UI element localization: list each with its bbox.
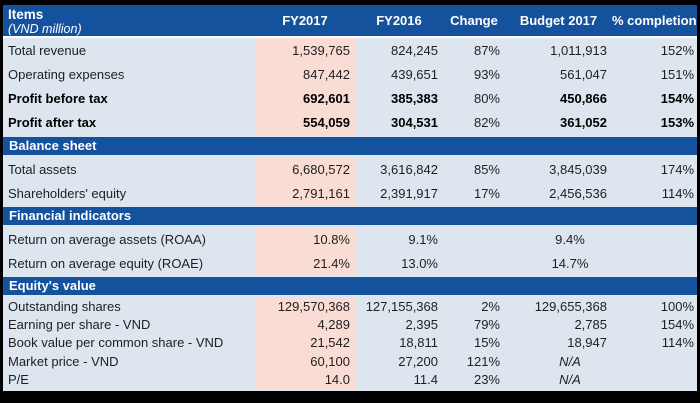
cell-budget-2017: 561,047 bbox=[560, 66, 607, 82]
row-label: Profit before tax bbox=[8, 91, 108, 107]
section-header-financial-indicators: Financial indicators bbox=[3, 207, 697, 225]
row-label: Shareholders' equity bbox=[8, 185, 127, 201]
table-row bbox=[3, 62, 697, 86]
cell-fy2016: 824,245 bbox=[391, 42, 438, 58]
section-header-equitys-value: Equity's value bbox=[3, 277, 697, 295]
cell-change: 2% bbox=[481, 298, 500, 314]
table-row bbox=[3, 315, 697, 333]
cell-fy2017: 4,289 bbox=[255, 315, 355, 333]
row-label: Return on average assets (ROAA) bbox=[8, 231, 206, 247]
cell-change: 85% bbox=[473, 161, 500, 177]
row-label: Total assets bbox=[8, 161, 77, 177]
table-row bbox=[3, 87, 697, 111]
cell-fy2017: 2,791,161 bbox=[255, 181, 355, 205]
cell-fy2017: 6,680,572 bbox=[255, 157, 355, 181]
cell-completion: 152% bbox=[660, 42, 694, 58]
table-row bbox=[3, 352, 697, 370]
cell-fy2017: 129,570,368 bbox=[255, 297, 355, 315]
cell-budget-2017: 18,947 bbox=[567, 335, 607, 351]
cell-budget-2017: 129,655,368 bbox=[534, 298, 607, 314]
items-title: Items bbox=[8, 6, 44, 22]
row-label: Book value per common share - VND bbox=[8, 335, 224, 351]
table-row bbox=[3, 157, 697, 181]
cell-completion: 174% bbox=[660, 161, 694, 177]
cell-fy2016: 2,395 bbox=[405, 317, 438, 333]
cell-change: 121% bbox=[466, 353, 500, 369]
cell-budget-2017: 14.7% bbox=[551, 255, 589, 271]
cell-budget-2017: 361,052 bbox=[560, 115, 607, 131]
cell-fy2016: 439,651 bbox=[391, 66, 438, 82]
table-body bbox=[3, 38, 697, 389]
cell-fy2017: 692,601 bbox=[255, 87, 355, 111]
cell-completion: 100% bbox=[660, 298, 694, 314]
row-label: Market price - VND bbox=[8, 353, 119, 369]
cell-fy2016: 127,155,368 bbox=[365, 298, 438, 314]
section-financial-indicators bbox=[3, 207, 697, 275]
row-label: Operating expenses bbox=[8, 66, 125, 82]
table-row bbox=[3, 227, 697, 251]
section-equitys-value bbox=[3, 277, 697, 389]
cell-completion: 154% bbox=[660, 317, 694, 333]
table-row bbox=[3, 181, 697, 205]
cell-fy2017: 14.0 bbox=[255, 371, 355, 389]
cell-fy2017: 554,059 bbox=[255, 111, 355, 135]
cell-fy2017: 21.4% bbox=[255, 251, 355, 275]
cell-fy2016: 9.1% bbox=[408, 231, 438, 247]
row-label: Earning per share - VND bbox=[8, 317, 151, 333]
cell-completion: 114% bbox=[661, 185, 694, 201]
column-header-fy2017: FY2017 bbox=[282, 13, 328, 28]
cell-budget-2017: 9.4% bbox=[555, 231, 585, 247]
table-row bbox=[3, 371, 697, 389]
cell-budget-2017: 3,845,039 bbox=[549, 161, 607, 177]
items-subtitle: (VND million) bbox=[8, 21, 82, 36]
cell-fy2016: 18,811 bbox=[399, 335, 438, 351]
cell-fy2016: 11.4 bbox=[413, 372, 438, 388]
row-label: Profit after tax bbox=[8, 115, 97, 131]
cell-budget-2017: 450,866 bbox=[560, 91, 607, 107]
cell-change: 79% bbox=[473, 317, 500, 333]
row-label: Total revenue bbox=[8, 42, 87, 58]
table-row bbox=[3, 111, 697, 135]
cell-change: 87% bbox=[473, 42, 500, 58]
cell-fy2017: 21,542 bbox=[255, 334, 355, 352]
column-header-percent-completion: % completion bbox=[612, 13, 697, 28]
cell-fy2017: 10.8% bbox=[255, 227, 355, 251]
cell-fy2017: 847,442 bbox=[255, 62, 355, 86]
table-row bbox=[3, 297, 697, 315]
cell-fy2016: 27,200 bbox=[398, 353, 438, 369]
column-header-fy2016: FY2016 bbox=[376, 13, 422, 28]
cell-completion: 154% bbox=[660, 91, 694, 107]
table-row bbox=[3, 38, 697, 62]
row-label: Outstanding shares bbox=[8, 298, 121, 314]
cell-completion: 153% bbox=[660, 115, 694, 131]
table-header-row bbox=[3, 5, 697, 38]
row-label: Return on average equity (ROAE) bbox=[8, 255, 204, 271]
cell-fy2017: 1,539,765 bbox=[255, 38, 355, 62]
cell-change: 15% bbox=[473, 335, 500, 351]
cell-fy2016: 13.0% bbox=[401, 255, 438, 271]
cell-completion: 151% bbox=[660, 66, 694, 82]
column-header-change: Change bbox=[450, 13, 498, 28]
table-row bbox=[3, 334, 697, 352]
row-label: P/E bbox=[8, 372, 29, 388]
cell-budget-2017: 1,011,913 bbox=[550, 42, 607, 58]
section-balance-sheet bbox=[3, 137, 697, 205]
items-header bbox=[3, 6, 255, 36]
cell-fy2017: 60,100 bbox=[255, 352, 355, 370]
cell-change: 80% bbox=[473, 91, 500, 107]
table-row bbox=[3, 251, 697, 275]
cell-fy2016: 3,616,842 bbox=[380, 161, 438, 177]
cell-change: 17% bbox=[473, 185, 500, 201]
section-income-statement bbox=[3, 38, 697, 135]
cell-budget-2017: N/A bbox=[559, 353, 581, 369]
cell-change: 93% bbox=[473, 66, 500, 82]
column-header-budget-2017: Budget 2017 bbox=[519, 13, 598, 28]
cell-completion: 114% bbox=[661, 335, 694, 351]
cell-change: 82% bbox=[473, 115, 500, 131]
cell-budget-2017: 2,785 bbox=[574, 317, 607, 333]
cell-fy2016: 385,383 bbox=[391, 91, 438, 107]
cell-fy2016: 2,391,917 bbox=[380, 185, 438, 201]
cell-budget-2017: N/A bbox=[559, 372, 581, 388]
table-inner bbox=[3, 5, 697, 391]
cell-change: 23% bbox=[473, 372, 500, 388]
cell-fy2016: 304,531 bbox=[391, 115, 438, 131]
section-header-balance-sheet: Balance sheet bbox=[3, 137, 697, 155]
cell-budget-2017: 2,456,536 bbox=[549, 185, 607, 201]
